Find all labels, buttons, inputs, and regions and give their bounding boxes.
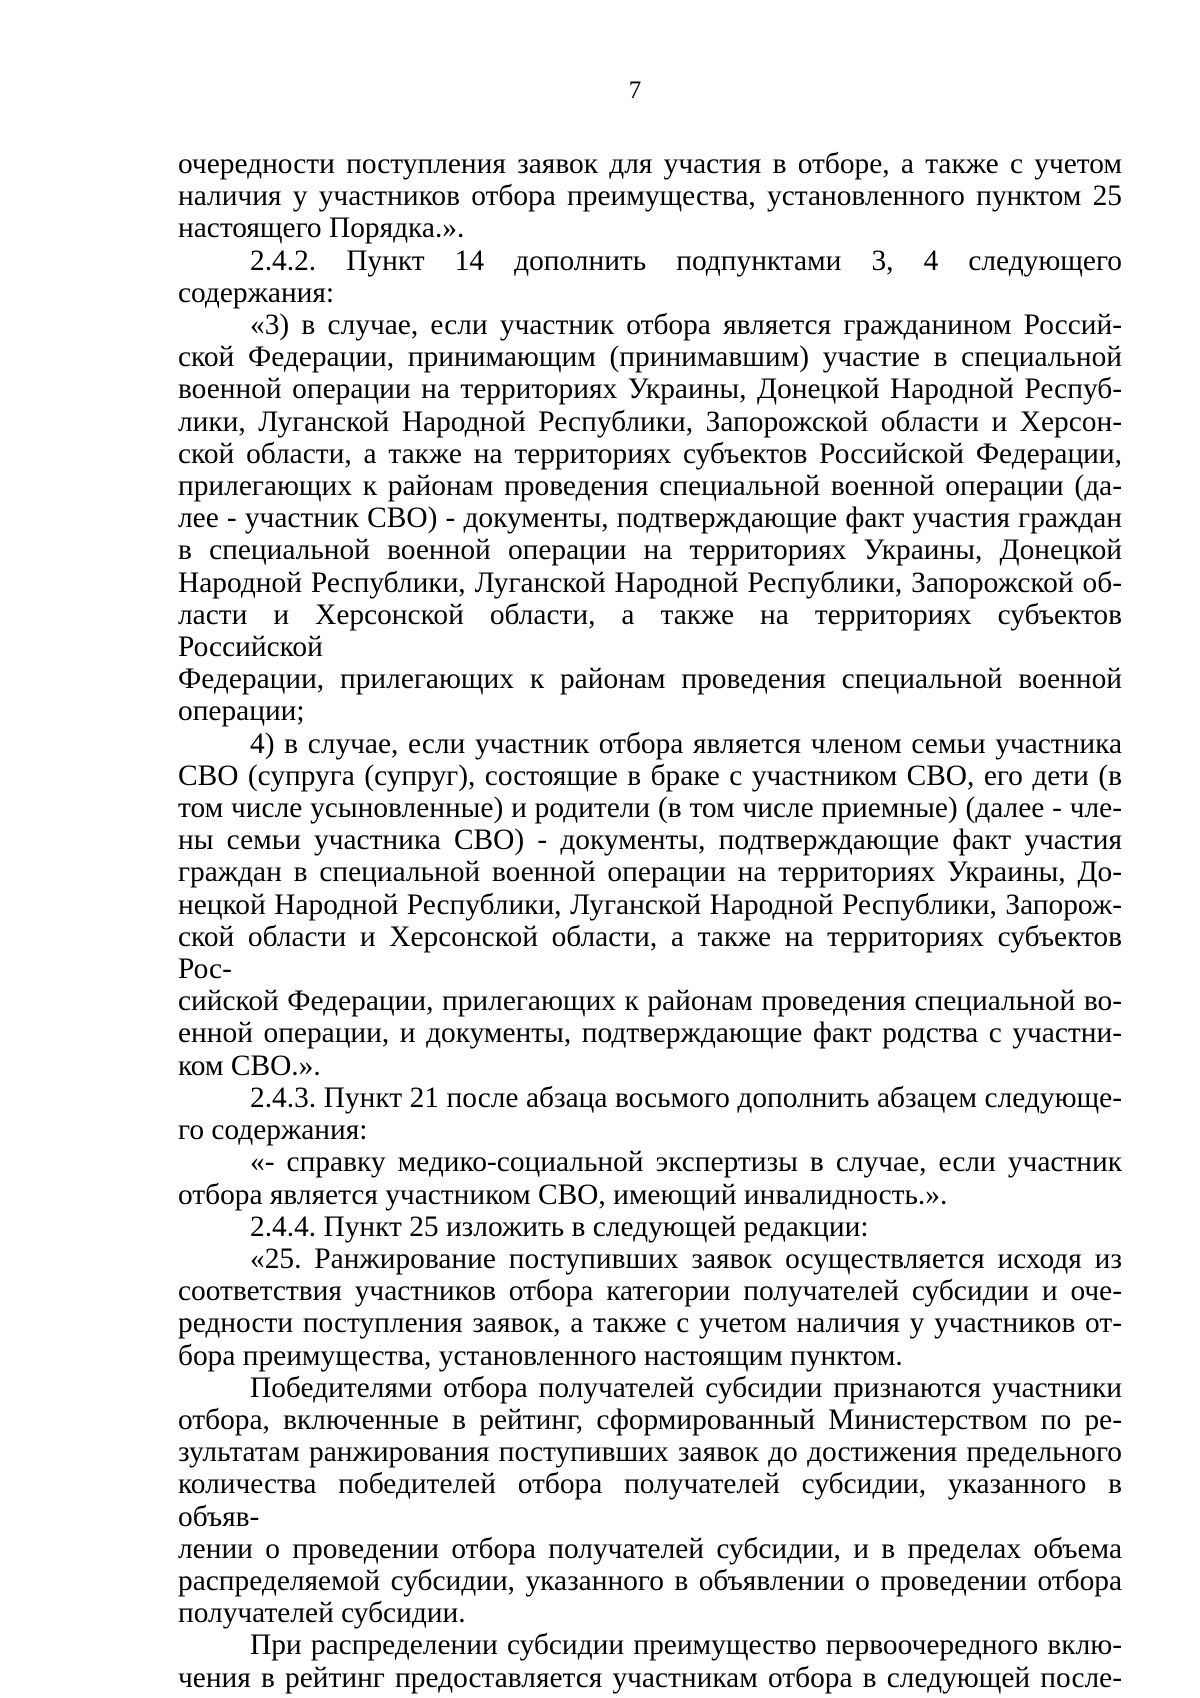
text-line: При распределении субсидии преимущество первоочередного вклю- — [250, 1629, 1122, 1662]
text-line: сийской Федерации, прилегающих к районам проведения специальной во- — [178, 985, 1122, 1018]
text-line: отбора является участником СВО, имеющий инвалидность.». — [178, 1178, 948, 1211]
text-line: ской области, а также на территориях субъектов Российской Федерации, — [178, 437, 1122, 470]
text-line: операции; — [178, 695, 305, 728]
text-line: настоящего Порядка.». — [178, 212, 465, 245]
text-line: СВО (супруга (супруг), состоящие в браке с участником СВО, его дети (в — [178, 759, 1122, 792]
text-line: бора преимущества, установленного настоящим пунктом. — [178, 1339, 903, 1372]
text-line: чения в рейтинг предоставляется участникам отбора в следующей после- — [178, 1661, 1122, 1694]
text-line: 4) в случае, если участник отбора является членом семьи участника — [250, 727, 1122, 760]
text-line: количества победителей отбора получателей субсидии, указанного в объяв- — [178, 1468, 1122, 1533]
text-line: ской Федерации, принимающим (принимавшим) участие в специальной — [178, 341, 1122, 374]
text-line: лее - участник СВО) - документы, подтверждающие факт участия граждан — [178, 502, 1122, 535]
text-line: прилегающих к районам проведения специальной военной операции (да- — [178, 470, 1122, 503]
text-line: редности поступления заявок, а также с учетом наличия у участников от- — [178, 1307, 1122, 1340]
text-line: граждан в специальной военной операции на территориях Украины, До- — [178, 856, 1122, 889]
text-line: в специальной военной операции на территориях Украины, Донецкой — [178, 534, 1122, 567]
text-line: 2.4.3. Пункт 21 после абзаца восьмого дополнить абзацем следующе- — [250, 1081, 1122, 1114]
text-line: ской области и Херсонской области, а также на территориях субъектов Рос- — [178, 920, 1122, 986]
text-line: соответствия участников отбора категории получателей субсидии и оче- — [178, 1275, 1122, 1308]
text-line: «25. Ранжирование поступивших заявок осуществляется исходя из — [250, 1242, 1122, 1275]
text-line: ны семьи участника СВО) - документы, подтверждающие факт участия — [178, 824, 1122, 857]
text-line: 2.4.2. Пункт 14 дополнить подпунктами 3, 4 следующего содержания: — [178, 244, 1122, 309]
text-line: наличия у участников отбора преимущества, установленного пунктом 25 — [178, 180, 1122, 213]
text-line: ласти и Херсонской области, а также на территориях субъектов Российской — [178, 598, 1122, 664]
text-line: отбора, включенные в рейтинг, сформированный Министерством по ре- — [178, 1403, 1122, 1436]
text-line: «- справку медико-социальной экспертизы в случае, если участник — [250, 1146, 1122, 1179]
text-line: распределяемой субсидии, указанного в объявлении о проведении отбора — [178, 1564, 1122, 1597]
page-number: 7 — [628, 77, 642, 104]
text-line: ком СВО.». — [178, 1049, 321, 1082]
text-line: «3) в случае, если участник отбора является гражданином Россий- — [250, 309, 1122, 342]
text-line: 2.4.4. Пункт 25 изложить в следующей редакции: — [250, 1210, 869, 1243]
text-line: Федерации, прилегающих к районам проведения специальной военной — [178, 663, 1122, 696]
text-line: военной операции на территориях Украины, Донецкой Народной Респуб- — [178, 373, 1122, 406]
text-line: Победителями отбора получателей субсидии признаются участники — [250, 1371, 1122, 1404]
text-line: очередности поступления заявок для участия в отборе, а также с учетом — [178, 148, 1122, 180]
document-body — [178, 148, 1122, 1694]
text-line: нецкой Народной Республики, Луганской Народной Республики, Запорож- — [178, 888, 1122, 921]
text-line: лики, Луганской Народной Республики, Запорожской области и Херсон- — [178, 405, 1122, 438]
text-line: го содержания: — [178, 1114, 368, 1147]
text-line: лении о проведении отбора получателей субсидии, и в пределах объема — [178, 1532, 1122, 1565]
text-line: Народной Республики, Луганской Народной Республики, Запорожской об- — [178, 566, 1122, 599]
text-line: енной операции, и документы, подтверждающие факт родства с участни- — [178, 1017, 1122, 1050]
text-line: получателей субсидии. — [178, 1597, 466, 1630]
text-line: зультатам ранжирования поступивших заявок до достижения предельного — [178, 1436, 1122, 1469]
text-line: том числе усыновленные) и родители (в том числе приемные) (далее - чле- — [178, 792, 1122, 825]
